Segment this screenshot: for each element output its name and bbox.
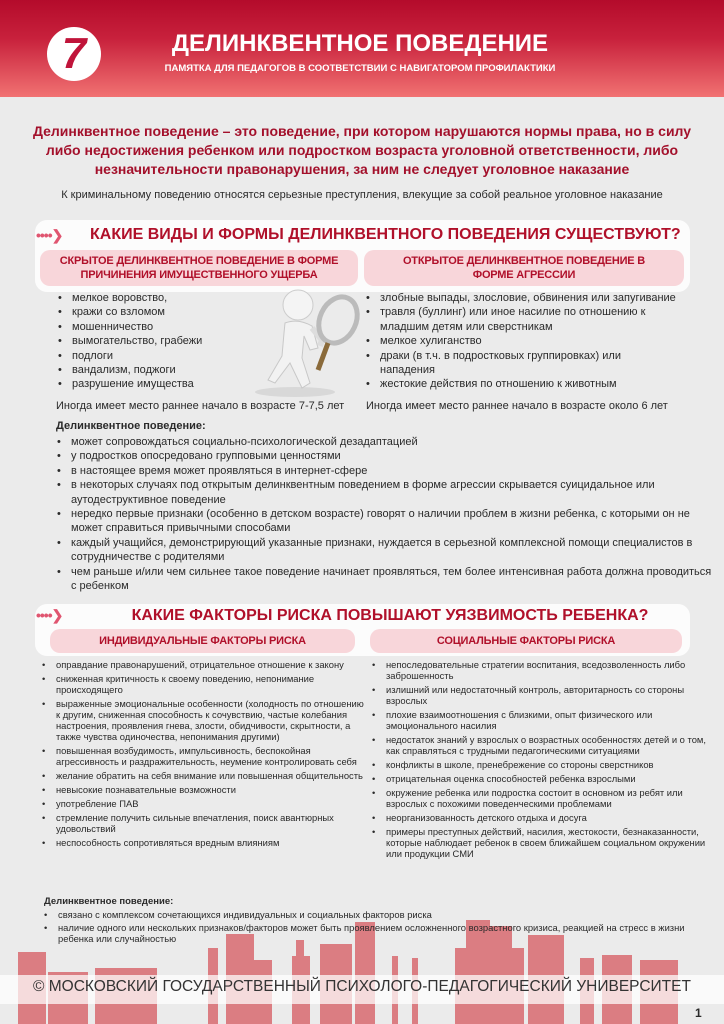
list-item: • нередко первые признаки (особенно в детском возрасте) говорят о наличии проблем в жизни ребенка, с которыми он не может справиться привычными способами bbox=[55, 507, 715, 536]
summary2-heading: Делинквентное поведение: bbox=[44, 896, 174, 907]
figure-with-magnifier-illustration bbox=[240, 288, 365, 398]
list-item: • повышенная возбудимость, импульсивность, беспокойная агрессивность и раздражительность, неумение контролировать себя bbox=[40, 745, 365, 767]
list-item: • плохие взаимоотношения с близкими, опыт физического или эмоционального насилия bbox=[370, 709, 715, 731]
list-item: • разрушение имущества bbox=[56, 377, 256, 391]
list-item: • в настоящее время может проявляться в интернет-сфере bbox=[55, 464, 715, 478]
section1-right-heading: ОТКРЫТОЕ ДЕЛИНКВЕНТНОЕ ПОВЕДЕНИЕ В ФОРМЕ АГРЕССИИ bbox=[364, 250, 684, 286]
number-badge: 7 bbox=[47, 27, 101, 81]
list-item: • связано с комплексом сочетающихся индивидуальных и социальных факторов риска bbox=[42, 909, 702, 920]
social-factors-list bbox=[370, 659, 715, 862]
page-subtitle: ПАМЯТКА ДЛЯ ПЕДАГОГОВ В СООТВЕТСТВИИ С НАВИГАТОРОМ ПРОФИЛАКТИКИ bbox=[164, 63, 556, 74]
copyright: © МОСКОВСКИЙ ГОСУДАРСТВЕННЫЙ ПСИХОЛОГО-ПЕДАГОГИЧЕСКИЙ УНИВЕРСИТЕТ bbox=[33, 978, 691, 995]
section2-right-heading: СОЦИАЛЬНЫЕ ФАКТОРЫ РИСКА bbox=[370, 629, 682, 653]
list-item: • недостаток знаний у взрослых о возрастных особенностях детей и о том, как справляться с трудными педагогическими ситуациями bbox=[370, 734, 715, 756]
left-footnote: Иногда имеет место раннее начало в возрасте 7-7,5 лет bbox=[56, 400, 345, 412]
list-item: • вандализм, поджоги bbox=[56, 363, 256, 377]
hidden-delinquency-list bbox=[56, 291, 256, 392]
arrow-dots-icon: ••••❯ bbox=[36, 607, 63, 623]
list-item: • оправдание правонарушений, отрицательное отношение к закону bbox=[40, 659, 365, 670]
list-item: • невысокие познавательные возможности bbox=[40, 784, 365, 795]
list-item: • отрицательная оценка способностей ребенка взрослыми bbox=[370, 773, 715, 784]
section2-left-heading: ИНДИВИДУАЛЬНЫЕ ФАКТОРЫ РИСКА bbox=[50, 629, 355, 653]
criminal-note: К криминальному поведению относятся серьезные преступления, влекущие за собой реальное уголовное наказание bbox=[61, 189, 663, 201]
list-item: • неспособность сопротивляться вредным влияниям bbox=[40, 837, 365, 848]
list-item: • мошенничество bbox=[56, 320, 256, 334]
list-item: • желание обратить на себя внимание или повышенная общительность bbox=[40, 770, 365, 781]
list-item: • у подростков опосредовано групповыми ценностями bbox=[55, 449, 715, 463]
summary1-heading: Делинквентное поведение: bbox=[56, 420, 206, 432]
list-item: • наличие одного или нескольких признаков/факторов может быть проявлением осложненного возрастного кризиса, реакцией на стресс в жизни ребенка или случайностью bbox=[42, 922, 702, 944]
list-item: • вымогательство, грабежи bbox=[56, 334, 256, 348]
list-item: • подлоги bbox=[56, 349, 256, 363]
summary1-list bbox=[55, 435, 715, 593]
definition: Делинквентное поведение – это поведение, при котором нарушаются нормы права, но в силу либо недостижения ребенком или подростком возраста уголовной ответственности, либо незначительности правонарушения, за ним не следует уголовное наказание bbox=[32, 123, 692, 177]
section1-left-heading: СКРЫТОЕ ДЕЛИНКВЕНТНОЕ ПОВЕДЕНИЕ В ФОРМЕ ПРИЧИНЕНИЯ ИМУЩЕСТВЕННОГО УЩЕРБА bbox=[40, 250, 358, 286]
list-item: • чем раньше и/или чем сильнее такое поведение начинает проявляться, тем более интенсивная работа должна проводиться с ребенком bbox=[55, 565, 715, 594]
summary2-list bbox=[42, 909, 702, 947]
list-item: • употребление ПАВ bbox=[40, 798, 365, 809]
list-item: • может сопровождаться социально-психологической дезадаптацией bbox=[55, 435, 715, 449]
individual-factors-list bbox=[40, 659, 365, 851]
list-item: • травля (буллинг) или иное насилие по отношению к младшим детям или сверстникам bbox=[364, 305, 664, 334]
list-item: • в некоторых случаях под открытым делинквентным поведением в форме агрессии скрывается суицидальное или аутодеструктивное поведение bbox=[55, 478, 715, 507]
section2-title: КАКИЕ ФАКТОРЫ РИСКА ПОВЫШАЮТ УЯЗВИМОСТЬ РЕБЕНКА? bbox=[131, 607, 649, 624]
list-item: • злобные выпады, злословие, обвинения или запугивание bbox=[364, 291, 714, 305]
section1-title: КАКИЕ ВИДЫ И ФОРМЫ ДЕЛИНКВЕНТНОГО ПОВЕДЕНИЯ СУЩЕСТВУЮТ? bbox=[90, 226, 681, 243]
list-item: • непоследовательные стратегии воспитания, вседозволенность либо заброшенность bbox=[370, 659, 715, 681]
list-item: • выраженные эмоциональные особенности (холодность по отношению к другим, сниженная способность к сочувствию, частые колебания настроения, проявления гнева, злости, обидчивости, скрытности, а также чувства одиночества, непонимания другими) bbox=[40, 698, 365, 742]
list-item: • окружение ребенка или подростка состоит в основном из ребят или взрослых с похожими поведенческими проблемами bbox=[370, 787, 715, 809]
list-item: • каждый учащийся, демонстрирующий указанные признаки, нуждается в серьезной комплексной помощи специалистов в сотрудничестве с родителями bbox=[55, 536, 715, 565]
list-item: • неорганизованность детского отдыха и досуга bbox=[370, 812, 715, 823]
list-item: • мелкое хулиганство bbox=[364, 334, 714, 348]
list-item: • кражи со взломом bbox=[56, 305, 256, 319]
list-item: • мелкое воровство, bbox=[56, 291, 256, 305]
list-item: • излишний или недостаточный контроль, авторитарность со стороны взрослых bbox=[370, 684, 715, 706]
open-aggression-list bbox=[364, 291, 714, 392]
page-title: ДЕЛИНКВЕНТНОЕ ПОВЕДЕНИЕ bbox=[171, 30, 549, 57]
list-item: • драки (в т.ч. в подростковых группировках) или нападения bbox=[364, 349, 654, 378]
list-item: • сниженная критичность к своему поведению, непонимание происходящего bbox=[40, 673, 365, 695]
list-item: • стремление получить сильные впечатления, поиск авантюрных удовольствий bbox=[40, 812, 365, 834]
list-item: • примеры преступных действий, насилия, жестокости, безнаказанности, которые наблюдает ребенок в своем ближайшем социальном окружении или продукции СМИ bbox=[370, 826, 715, 859]
right-footnote: Иногда имеет место раннее начало в возрасте около 6 лет bbox=[366, 400, 668, 412]
arrow-dots-icon: ••••❯ bbox=[36, 227, 63, 243]
page-number: 1 bbox=[695, 1006, 702, 1020]
list-item: • жестокие действия по отношению к животным bbox=[364, 377, 714, 391]
list-item: • конфликты в школе, пренебрежение со стороны сверстников bbox=[370, 759, 715, 770]
